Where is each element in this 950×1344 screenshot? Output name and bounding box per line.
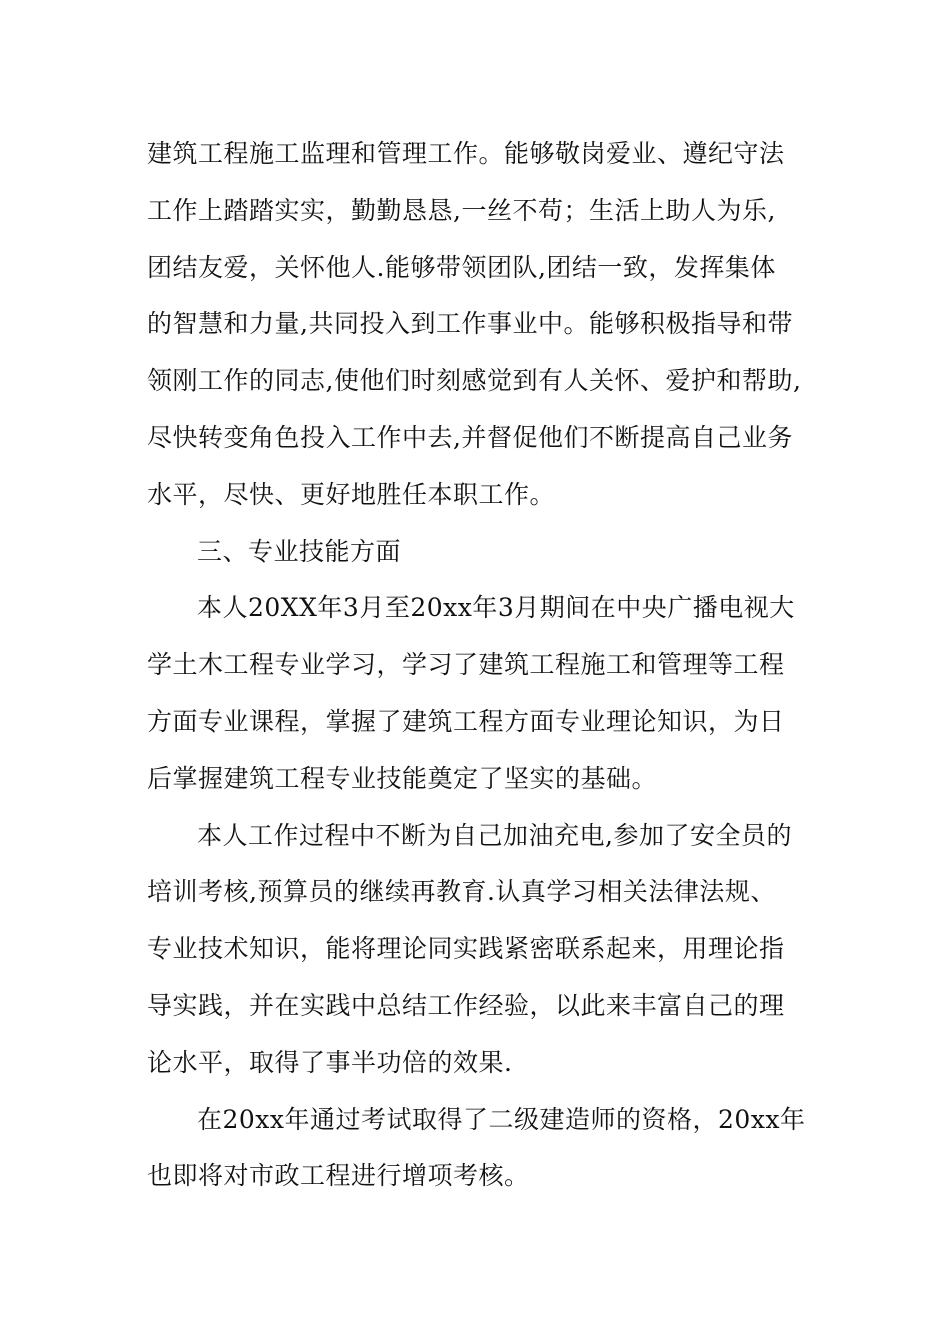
paragraph-line: 在20xx年通过考试取得了二级建造师的资格，20xx年 [197, 1104, 806, 1134]
paragraph-line: 方面专业课程，掌握了建筑工程方面专业理论知识，为日 [147, 706, 785, 736]
section-heading: 三、专业技能方面 [197, 536, 402, 566]
paragraph-line: 后掌握建筑工程专业技能奠定了坚实的基础。 [147, 763, 658, 793]
paragraph-line: 建筑工程施工监理和管理工作。能够敬岗爱业、遵纪守法 [147, 139, 785, 168]
paragraph-line: 本人20XX年3月至20xx年3月期间在中央广播电视大 [197, 593, 795, 623]
paragraph-line: 学土木工程专业学习，学习了建筑工程施工和管理等工程 [147, 650, 785, 680]
paragraph-line: 的智慧和力量,共同投入到工作事业中。能够积极指导和带 [147, 309, 793, 339]
paragraph-line: 导实践，并在实践中总结工作经验，以此来丰富自己的理 [147, 990, 785, 1020]
paragraph-line: 培训考核,预算员的继续再教育.认真学习相关法律法规、 [147, 877, 776, 907]
paragraph-line: 领刚工作的同志,使他们时刻感觉到有人关怀、爱护和帮助, [147, 366, 802, 396]
paragraph-line: 工作上踏踏实实，勤勤恳恳,一丝不苟；生活上助人为乐, [147, 195, 776, 225]
paragraph-line: 论水平，取得了事半功倍的效果. [147, 1047, 513, 1077]
document-body [147, 126, 827, 1205]
paragraph-line: 也即将对市政工程进行增项考核。 [147, 1161, 530, 1191]
paragraph-line: 本人工作过程中不断为自己加油充电,参加了安全员的 [197, 820, 792, 850]
paragraph-line: 团结友爱，关怀他人.能够带领团队,团结一致，发挥集体 [147, 252, 776, 282]
paragraph-line: 尽快转变角色投入工作中去,并督促他们不断提高自己业务 [147, 422, 793, 452]
paragraph-line: 专业技术知识，能将理论同实践紧密联系起来，用理论指 [147, 934, 785, 964]
paragraph-line: 水平，尽快、更好地胜任本职工作。 [147, 479, 556, 509]
